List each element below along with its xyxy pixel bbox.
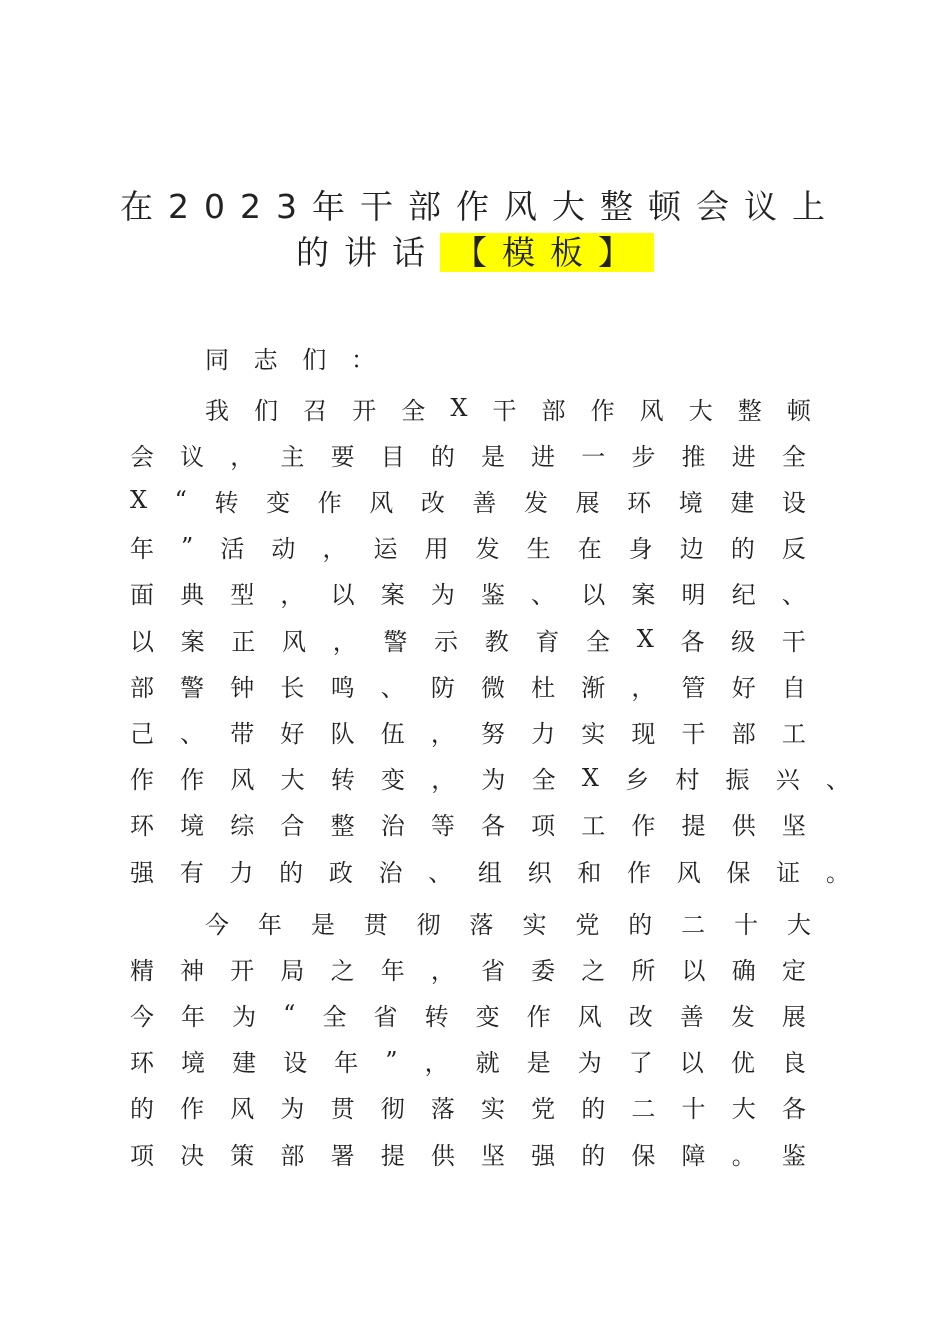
char: 发 [524,488,548,517]
char: 作 [180,1095,205,1124]
char: 志 [253,345,278,374]
char: 钟 [230,673,255,702]
char: 提 [681,812,706,841]
char: 所 [631,956,656,985]
title-line-2-text: 的讲话 [296,233,440,272]
char: 以 [330,581,355,610]
char: 作 [526,1002,551,1031]
char: 年 [130,535,154,564]
char: 为 [481,766,506,795]
char: 村 [675,766,700,795]
char: 供 [430,1141,455,1170]
char: 设 [283,1049,308,1078]
char: 境 [180,812,205,841]
char: ， [430,719,455,748]
char: 鉴 [781,1141,806,1170]
char: 长 [280,673,305,702]
char: 境 [678,488,703,517]
char: 案 [631,581,656,610]
char: 二 [681,910,706,939]
char: 风 [577,1002,602,1031]
char: 彻 [416,910,441,939]
char: 乡 [625,766,650,795]
char: 的 [130,1095,154,1124]
char: 案 [380,581,405,610]
char: 整 [330,812,355,841]
char: 全 [586,627,611,656]
char: 精 [130,956,154,985]
char: 、 [380,673,405,702]
char: 风 [676,858,701,887]
char: 主 [280,442,305,471]
char: 治 [378,858,403,887]
char: 边 [679,535,704,564]
char: 自 [781,673,806,702]
char: 发 [475,535,500,564]
char: 决 [180,1141,205,1170]
char: “ [174,486,187,515]
paragraph1-line [130,480,806,520]
paragraph1-line [130,619,806,659]
char: 转 [424,1002,449,1031]
char: 供 [731,812,756,841]
char: 、 [825,766,850,795]
char: 的 [581,1095,606,1124]
char: 队 [330,719,355,748]
char: 、 [781,581,806,610]
char: 是 [526,1049,551,1078]
char: 会 [130,442,154,471]
char: 微 [480,673,505,702]
char: 、 [531,581,556,610]
char: 项 [531,812,556,841]
char: 今 [130,1002,154,1031]
char: 己 [130,719,154,748]
char: 活 [220,535,245,564]
char: 了 [628,1049,653,1078]
char: ” [181,532,194,561]
char: 全 [531,766,556,795]
paragraph1-line [130,758,850,798]
char: 善 [472,488,497,517]
paragraph1-line [130,434,806,474]
char: 作 [130,766,154,795]
char: 动 [271,535,296,564]
char: 组 [477,858,502,887]
char: 强 [531,1141,556,1170]
paragraph1-line [130,711,806,751]
char: 证 [776,858,801,887]
char: 省 [480,956,505,985]
char: ， [424,1049,449,1078]
char: 级 [731,627,756,656]
char: 全 [322,1002,347,1031]
char: 案 [180,627,205,656]
paragraph1-line [130,665,806,705]
greeting [205,337,375,377]
char: 治 [380,812,405,841]
char: 确 [731,956,756,985]
char: 之 [581,956,606,985]
char: 步 [631,442,656,471]
char: 推 [681,442,706,471]
char: 良 [781,1049,806,1078]
char: 作 [627,858,652,887]
char: ” [385,1046,398,1075]
paragraph2-line [130,1041,806,1081]
char: 之 [330,956,355,985]
char: 变 [475,1002,500,1031]
char: 风 [369,488,394,517]
char: 以 [679,1049,704,1078]
char: 变 [266,488,291,517]
char: 伍 [380,719,405,748]
char: 工 [781,719,806,748]
paragraph2-line [130,1087,806,1127]
char: 整 [737,396,762,425]
char: 用 [424,535,449,564]
char: 为 [577,1049,602,1078]
char: 我 [205,396,229,425]
char: 警 [180,673,205,702]
char: 以 [681,956,706,985]
char: 综 [230,812,255,841]
char: 政 [328,858,353,887]
char: 明 [681,581,706,610]
char: 一 [581,442,606,471]
char: 项 [130,1141,154,1170]
char: 变 [381,766,406,795]
char: 鉴 [480,581,505,610]
char: 发 [730,1002,755,1031]
title-line-2 [120,230,830,276]
char: X [581,763,599,792]
char: 风 [230,1095,255,1124]
char: 力 [229,858,254,887]
char: 。 [825,858,850,887]
char: 等 [430,812,455,841]
char: 作 [317,488,342,517]
char: 示 [434,627,459,656]
char: 提 [380,1141,405,1170]
char: 杜 [531,673,556,702]
char: 运 [373,535,398,564]
char: ， [230,442,255,471]
char: 大 [688,396,713,425]
char: 大 [280,766,305,795]
char: 们 [302,345,327,374]
char: ， [332,627,357,656]
template-highlight: 【模板】 [440,233,654,272]
char: 坚 [781,812,806,841]
char: 育 [535,627,560,656]
char: 善 [679,1002,704,1031]
char: 力 [531,719,556,748]
char: 省 [373,1002,398,1031]
char: 合 [280,812,305,841]
char: 策 [230,1141,255,1170]
char: 的 [430,442,455,471]
paragraph2-line [130,948,806,988]
char: 典 [180,581,205,610]
char: 、 [428,858,453,887]
char: 目 [380,442,405,471]
char: 神 [180,956,205,985]
char: 努 [480,719,505,748]
char: 渐 [581,673,606,702]
char: 展 [781,1002,806,1031]
char: 们 [254,396,279,425]
char: 警 [383,627,408,656]
char: 转 [330,766,355,795]
char: 干 [492,396,517,425]
char: 工 [581,812,606,841]
char: 在 [577,535,602,564]
char: 十 [734,910,759,939]
char: 彻 [380,1095,405,1124]
char: X [450,394,468,422]
char: 十 [681,1095,706,1124]
char: 。 [731,1141,756,1170]
char: 同 [205,345,229,374]
char: 定 [781,956,806,985]
char: 强 [130,858,154,887]
paragraph2-line [130,994,806,1034]
char: 改 [420,488,445,517]
char: 保 [631,1141,656,1170]
char: 以 [581,581,606,610]
char: 风 [282,627,307,656]
char: 署 [330,1141,355,1170]
char: 局 [280,956,305,985]
char: 、 [180,719,205,748]
char: ， [322,535,347,564]
char: 顿 [786,396,811,425]
char: 面 [130,581,154,610]
char: 是 [310,910,335,939]
char: 委 [531,956,556,985]
paragraph2-line [205,902,811,942]
char: 的 [279,858,304,887]
char: 干 [681,719,706,748]
char: 生 [526,535,551,564]
char: 带 [230,719,255,748]
char: 全 [401,396,426,425]
char: 管 [681,673,706,702]
char: 各 [680,627,705,656]
char: 作 [590,396,615,425]
char: 现 [631,719,656,748]
char: 年 [334,1049,359,1078]
paragraph1-line [130,573,806,613]
char: 就 [475,1049,500,1078]
char: 作 [180,766,205,795]
char: 坚 [480,1141,505,1170]
char: 身 [628,535,653,564]
char: ， [430,956,455,985]
char: ， [631,673,656,702]
char: 的 [730,535,755,564]
char: X [636,625,654,653]
paragraph1-line [130,850,850,890]
char: ， [280,581,305,610]
char: 大 [786,910,811,939]
char: 防 [430,673,455,702]
char: 部 [130,673,154,702]
char: 有 [179,858,204,887]
char: 和 [577,858,602,887]
char: 党 [575,910,600,939]
char: 改 [628,1002,653,1031]
char: 正 [231,627,256,656]
char: 落 [430,1095,455,1124]
char: 实 [581,719,606,748]
char: 建 [730,488,755,517]
char: 环 [627,488,652,517]
char: X [130,486,148,515]
char: 实 [522,910,547,939]
char: 型 [230,581,255,610]
char: 年 [380,956,405,985]
char: 风 [639,396,664,425]
paragraph1-line [205,388,811,428]
char: 障 [681,1141,706,1170]
char: ： [350,345,375,374]
char: 为 [430,581,455,610]
char: 兴 [775,766,800,795]
char: 召 [303,396,328,425]
char: 境 [181,1049,206,1078]
char: 贯 [363,910,388,939]
char: 建 [232,1049,257,1078]
char: 风 [230,766,255,795]
char: 开 [230,956,255,985]
char: 展 [575,488,600,517]
char: 开 [352,396,377,425]
char: 实 [480,1095,505,1124]
paragraph1-line [130,804,806,844]
char: 部 [541,396,566,425]
title-line-1: 在2023年干部作风大整顿会议上 [120,187,840,226]
char: 设 [781,488,806,517]
char: 贯 [330,1095,355,1124]
paragraph2-line [130,1133,806,1173]
char: 保 [726,858,751,887]
char: 转 [214,488,239,517]
char: 环 [130,1049,154,1078]
char: 部 [731,719,756,748]
char: 好 [731,673,756,702]
char: 要 [330,442,355,471]
char: 好 [280,719,305,748]
char: “ [283,1000,296,1029]
char: 今 [205,910,229,939]
char: 干 [781,627,806,656]
char: 全 [781,442,806,471]
char: 鸣 [330,673,355,702]
char: 优 [730,1049,755,1078]
char: 反 [781,535,806,564]
char: 党 [531,1095,556,1124]
char: 二 [631,1095,656,1124]
char: 年 [257,910,282,939]
char: 为 [232,1002,257,1031]
char: 纪 [731,581,756,610]
char: 是 [480,442,505,471]
char: 部 [280,1141,305,1170]
char: 议 [180,442,205,471]
char: 年 [181,1002,206,1031]
char: 落 [469,910,494,939]
char: 振 [725,766,750,795]
char: 织 [527,858,552,887]
char: 进 [531,442,556,471]
char: 教 [484,627,509,656]
char: 大 [731,1095,756,1124]
char: 以 [130,627,154,656]
char: 的 [628,910,653,939]
char: 为 [280,1095,305,1124]
char: ， [431,766,456,795]
char: 各 [781,1095,806,1124]
char: 各 [480,812,505,841]
char: 环 [130,812,154,841]
char: 进 [731,442,756,471]
char: 作 [631,812,656,841]
paragraph1-line [130,527,806,567]
char: 的 [581,1141,606,1170]
